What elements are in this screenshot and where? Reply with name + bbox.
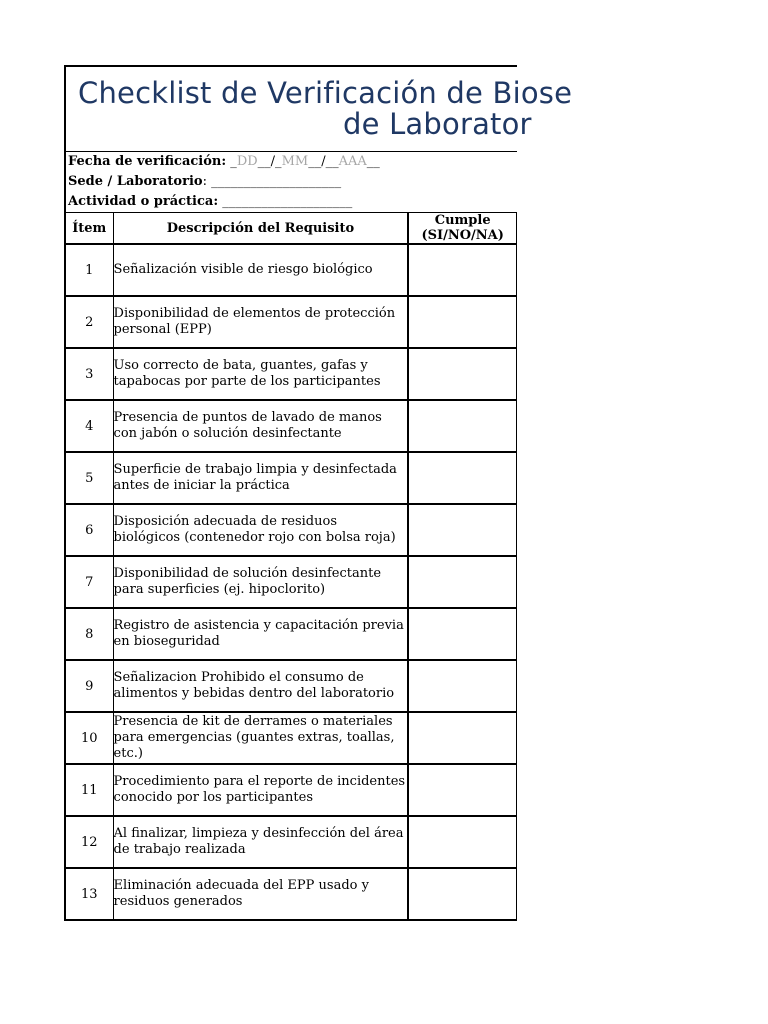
- fecha-mm-placeholder: MM: [281, 154, 309, 169]
- cumple-cell[interactable]: [408, 816, 516, 868]
- item-description: Disposición adecuada de residuos biológicos (contenedor rojo con bolsa roja): [113, 504, 408, 556]
- cumple-cell[interactable]: [408, 504, 516, 556]
- checklist-table: [64, 212, 517, 921]
- item-description: Señalizacion Prohibido el consumo de alimentos y bebidas dentro del laboratorio: [113, 660, 408, 712]
- fecha-verificacion-field[interactable]: [64, 152, 517, 172]
- cumple-cell[interactable]: [408, 244, 516, 296]
- table-row: [65, 452, 517, 504]
- header-cumple-line-2: (SI/NO/NA): [421, 228, 504, 243]
- table-row: [65, 764, 517, 816]
- table-row: [65, 556, 517, 608]
- cumple-cell[interactable]: [408, 400, 516, 452]
- item-description: Eliminación adecuada del EPP usado y residuos generados: [113, 868, 408, 920]
- table-row: [65, 712, 517, 764]
- item-description: Disponibilidad de elementos de protección personal (EPP): [113, 296, 408, 348]
- actividad-value: ____________________: [218, 194, 353, 209]
- document-title-line-1: Checklist de Verificación de Biose: [78, 76, 573, 110]
- item-description: Uso correcto de bata, guantes, gafas y tapabocas por parte de los participantes: [113, 348, 408, 400]
- item-description: Señalización visible de riesgo biológico: [113, 244, 408, 296]
- item-description: Presencia de kit de derrames o materiales para emergencias (guantes extras, toallas, etc.): [113, 712, 408, 764]
- cumple-cell[interactable]: [408, 608, 516, 660]
- item-number: 9: [65, 660, 113, 712]
- item-number: 5: [65, 452, 113, 504]
- fecha-dd-placeholder: DD: [236, 154, 258, 169]
- sede-value: : ____________________: [202, 174, 342, 189]
- cumple-cell[interactable]: [408, 556, 516, 608]
- item-number: 11: [65, 764, 113, 816]
- item-number: 4: [65, 400, 113, 452]
- header-cumple: [408, 213, 516, 245]
- table-header-row: [65, 213, 517, 245]
- table-row: [65, 504, 517, 556]
- sede-laboratorio-field[interactable]: [64, 172, 517, 192]
- table-row: [65, 400, 517, 452]
- item-number: 6: [65, 504, 113, 556]
- header-item: Ítem: [65, 213, 113, 245]
- table-row: [65, 348, 517, 400]
- cumple-cell[interactable]: [408, 296, 516, 348]
- item-description: Al finalizar, limpieza y desinfección del área de trabajo realizada: [113, 816, 408, 868]
- table-row: [65, 868, 517, 920]
- item-number: 7: [65, 556, 113, 608]
- cumple-cell[interactable]: [408, 868, 516, 920]
- item-description: Disponibilidad de solución desinfectante para superficies (ej. hipoclorito): [113, 556, 408, 608]
- actividad-label: Actividad o práctica:: [68, 194, 219, 209]
- item-number: 12: [65, 816, 113, 868]
- fecha-sep-d: __: [366, 154, 380, 169]
- header-descripcion: Descripción del Requisito: [113, 213, 408, 245]
- fecha-label: Fecha de verificación:: [68, 154, 227, 169]
- item-number: 13: [65, 868, 113, 920]
- cumple-cell[interactable]: [408, 660, 516, 712]
- fecha-sep-b: __/_: [257, 154, 282, 169]
- fecha-sep-c: __/__: [308, 154, 339, 169]
- item-number: 1: [65, 244, 113, 296]
- item-description: Procedimiento para el reporte de incidentes conocido por los participantes: [113, 764, 408, 816]
- sede-label: Sede / Laboratorio: [68, 174, 203, 189]
- item-description: Presencia de puntos de lavado de manos con jabón o solución desinfectante: [113, 400, 408, 452]
- item-number: 10: [65, 712, 113, 764]
- fecha-sep-a: _: [226, 154, 237, 169]
- cumple-cell[interactable]: [408, 348, 516, 400]
- cumple-cell[interactable]: [408, 452, 516, 504]
- table-row: [65, 660, 517, 712]
- header-cumple-line-1: Cumple: [434, 213, 491, 228]
- item-number: 2: [65, 296, 113, 348]
- item-description: Superficie de trabajo limpia y desinfectada antes de iniciar la práctica: [113, 452, 408, 504]
- fecha-aaa-placeholder: AAA: [338, 154, 367, 169]
- table-row: [65, 816, 517, 868]
- item-description: Registro de asistencia y capacitación previa en bioseguridad: [113, 608, 408, 660]
- actividad-practica-field[interactable]: [64, 192, 517, 212]
- cumple-cell[interactable]: [408, 712, 516, 764]
- table-row: [65, 244, 517, 296]
- cumple-cell[interactable]: [408, 764, 516, 816]
- item-number: 8: [65, 608, 113, 660]
- document-title-line-2: de Laborator: [343, 107, 532, 141]
- item-number: 3: [65, 348, 113, 400]
- title-block: [64, 65, 573, 152]
- table-row: [65, 296, 517, 348]
- table-row: [65, 608, 517, 660]
